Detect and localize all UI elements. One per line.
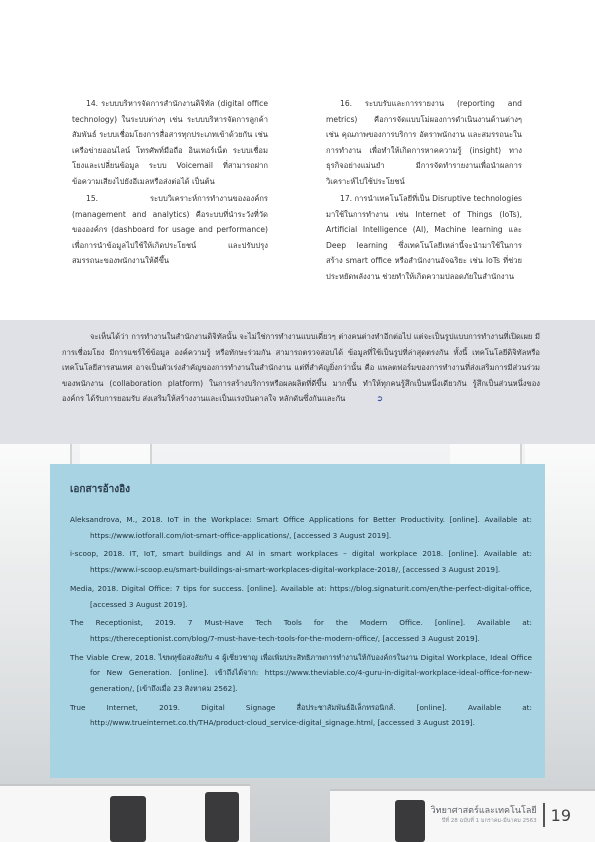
reference-item: i-scoop, 2018. IT, IoT, smart buildings and AI in smart workplaces – digital workplace 2018. [online]. Available at: https://www.i-scoop.eu/smart-buildings-ai-smart-workplaces-digital-workplace-2018/, [accessed 3 August 2019]. xyxy=(70,549,532,575)
journal-issue: ปีที่ 28 ฉบับที่ 1 มกราคม-มีนาคม 2563 xyxy=(441,817,537,824)
office-chair xyxy=(205,792,239,842)
reference-item: Media, 2018. Digital Office: 7 tips for success. [online]. Available at: https://blog.signaturit.com/en/the-perfect-digital-office, [accessed 3 August 2019]. xyxy=(70,583,532,609)
journal-title: วิทยาศาสตร์และเทคโนโลยี xyxy=(430,805,537,816)
references-list xyxy=(70,512,532,734)
journal-info xyxy=(431,806,537,825)
reference-item: The Receptionist, 2019. 7 Must-Have Tech Tools for the Modern Office. [online]. Available at: https://thereceptionist.com/blog/7-must-have-tech-tools-for-the-modern-office/, [accessed 3 August 2019]. xyxy=(70,618,532,643)
reference-item: Aleksandrova, M., 2018. IoT in the Workplace: Smart Office Applications for Better Productivity. [online]. Available at: https://www.iotforall.com/iot-smart-office-applications/, [accessed 3 August 2019]. xyxy=(70,515,532,540)
paragraph-item-17: 17. การนำเทคโนโลยีที่เป็น Disruptive technologies มาใช้ในการทำงาน เช่น Internet of Things (IoTs), Artificial Intelligence (AI), Machine learning และ Deep learning ซึ่งเทคโนโลยีเหล่านี้จะนำมาใช้ในการสร้าง smart office หรือสำนักงานอัจฉริยะ เช่น IoTs ที่ช่วยประหยัดพลังงาน ช่วยทำให้เกิดความปลอดภัยในสำนักงาน xyxy=(326,194,522,281)
references-heading: เอกสารอ้างอิง xyxy=(70,484,130,495)
footer-divider xyxy=(543,803,545,827)
summary-band xyxy=(0,320,595,444)
reference-item: True Internet, 2019. Digital Signage สื่อประชาสัมพันธ์อิเล็กทรอนิกส์. [online]. Available at: http://www.trueinternet.co.th/THA/product-cloud_service-digital_signage.html, [accessed 3 August 2019]. xyxy=(70,702,532,728)
summary-paragraph xyxy=(62,329,540,407)
page-number: 19 xyxy=(550,805,571,825)
left-column xyxy=(72,96,268,271)
paragraph-item-14: 14. ระบบบริหารจัดการสำนักงานดิจิทัล (digital office technology) ในระบบต่างๆ เช่น ระบบบริหารจัดการลูกค้าสัมพันธ์ ระบบเชื่อมโยงการสื่อสารทุกประเภทเข้าด้วยกัน เช่น เครือข่ายออนไลน์ โทรศัพท์มือถือ อินเทอร์เน็ต ระบบเชื่อมโยงและเปลี่ยนข้อมูล ระบบ Voicemail ที่สามารถฝากข้อความเสียงไปยังอีเมลหรือส่งต่อได้ เป็นต้น xyxy=(72,99,268,186)
office-chair xyxy=(110,796,146,842)
summary-text: จะเห็นได้ว่า การทำงานในสำนักงานดิจิทัลนั้น จะไม่ใช่การทำงานแบบเดี่ยวๆ ต่างคนต่างทำอีกต่อไป แต่จะเป็นรูปแบบการทำงานที่เปิดเผย มีการเชื่อมโยง มีการแชร์ใช้ข้อมูล องค์ความรู้ หรือทักษะร่วมกัน สามารถตรวจสอบได้ ข้อมูลที่ใช้เป็นรูปที่ล่าสุดตรงกัน ทั้งนี้ เทคโนโลยีดิจิทัลหรือเทคโนโลยีสารสนเทศ อาจเป็นตัวเร่งสำคัญของการทำงานในสำนักงาน แต่ที่สำคัญยิ่งกว่านั้น คือ แพลตฟอร์มของการทำงานที่ส่งเสริมการมีส่วนร่วมของพนักงาน (collaboration platform) ในการสร้างบริการหรือผลผลิตที่ดีขึ้น มากขึ้น ทำให้ทุกคนรู้สึกเป็นหนึ่งเดียวกัน รู้สึกเป็นส่วนหนึ่งขององค์กร ได้รับการยอมรับ ส่งเสริมให้สร้างงานและเป็นแรงบันดาลใจ หลักดันซึ่งกันและกัน xyxy=(62,332,540,403)
references-box xyxy=(50,464,545,778)
right-column xyxy=(326,96,522,286)
paragraph-item-16: 16. ระบบรับและการรายงาน (reporting and metrics) คือการจัดแบบโม่ผองการดำเนินงานด้านต่างๆ เช่น คุณภาพของการบริการ อัตราพนักงาน และสมรรถนะในการทำงาน เพื่อทำให้เกิดการหาคความรู้ (insight) ทางธุรกิจอย่างแม่นยำ มีการจัดทำรายงานเพื่อนำผลการวิเคราะห์ไปใช้ประโยชน์ xyxy=(326,99,522,186)
page-footer xyxy=(431,802,571,828)
office-chair xyxy=(395,800,425,842)
circled-arrow-icon: ➲ xyxy=(376,394,384,403)
paragraph-item-15: 15. ระบบวิเคราะห์การทำงานขององค์กร (management and analytics) คือระบบที่นำระวังที่วัดขององค์กร (dashboard for usage and performance) เพื่อการนำข้อมูลไปใช้ให้เกิดประโยชน์ และปรับปรุงสมรรถนะของพนักงานให้ดีขึ้น xyxy=(72,194,268,265)
reference-item: The Viable Crew, 2018. ไขพหุข้อสงสัยกับ 4 ผู้เชี่ยวชาญ เพื่อเพิ่มประสิทธิภาพการทำงานให้กับองค์กรในงาน Digital Workplace, Ideal Office for New Generation. [online]. เข้าถึงได้จาก: https://www.theviable.co/4-guru-in-digital-workplace-ideal-office-for-new-generation/, [เข้าถึงเมื่อ 23 สิงหาคม 2562]. xyxy=(70,652,532,694)
